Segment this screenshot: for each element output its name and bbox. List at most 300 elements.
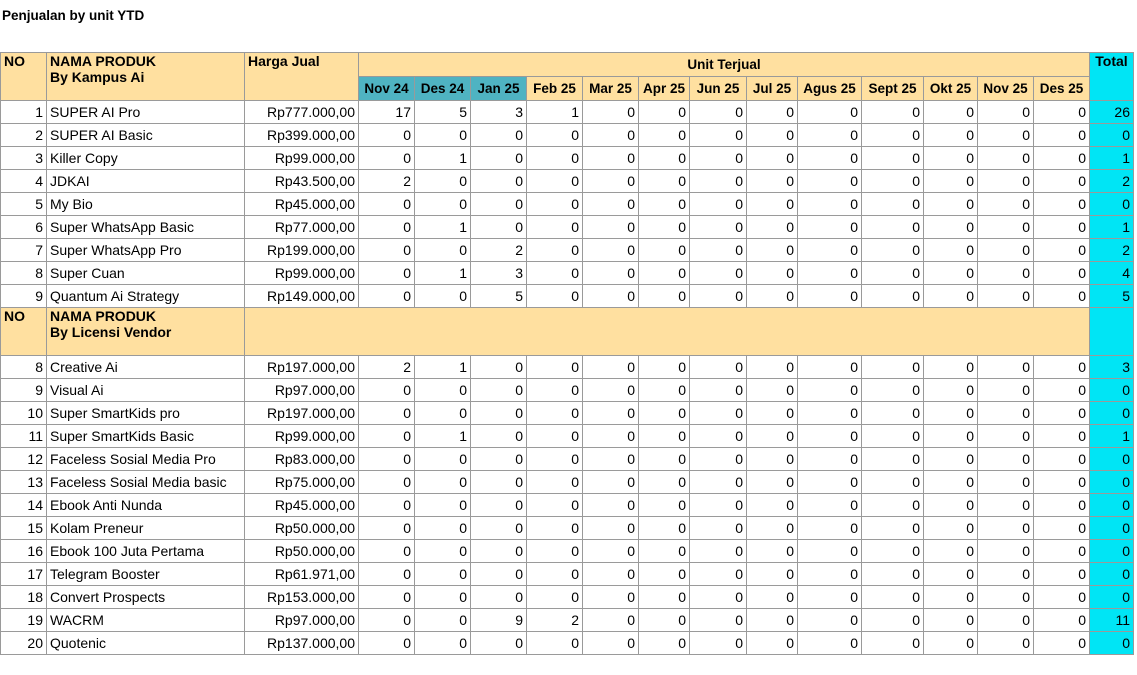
total-cell[interactable]: 0 bbox=[1090, 540, 1134, 563]
unit-cell[interactable]: 0 bbox=[527, 540, 583, 563]
unit-cell[interactable]: 0 bbox=[471, 402, 527, 425]
unit-cell[interactable]: 0 bbox=[690, 448, 747, 471]
unit-cell[interactable]: 0 bbox=[639, 124, 690, 147]
unit-cell[interactable]: 0 bbox=[639, 563, 690, 586]
unit-cell[interactable]: 0 bbox=[798, 402, 862, 425]
unit-cell[interactable]: 0 bbox=[747, 193, 798, 216]
unit-cell[interactable]: 0 bbox=[690, 101, 747, 124]
unit-cell[interactable]: 0 bbox=[583, 563, 639, 586]
unit-cell[interactable]: 0 bbox=[583, 471, 639, 494]
unit-cell[interactable]: 0 bbox=[583, 101, 639, 124]
no-header[interactable]: NO bbox=[1, 308, 47, 356]
month-header[interactable]: Des 24 bbox=[415, 77, 471, 101]
month-header[interactable]: Jun 25 bbox=[690, 77, 747, 101]
unit-cell[interactable]: 0 bbox=[471, 632, 527, 655]
unit-cell[interactable]: 0 bbox=[798, 170, 862, 193]
total-cell[interactable]: 0 bbox=[1090, 494, 1134, 517]
unit-cell[interactable]: 0 bbox=[1034, 494, 1090, 517]
unit-cell[interactable]: 0 bbox=[527, 448, 583, 471]
unit-cell[interactable]: 0 bbox=[359, 379, 415, 402]
unit-cell[interactable]: 0 bbox=[639, 471, 690, 494]
price-cell[interactable]: Rp197.000,00 bbox=[245, 402, 359, 425]
total-cell[interactable]: 0 bbox=[1090, 517, 1134, 540]
unit-cell[interactable]: 0 bbox=[415, 402, 471, 425]
unit-cell[interactable]: 0 bbox=[924, 471, 978, 494]
unit-cell[interactable]: 0 bbox=[690, 471, 747, 494]
row-number[interactable]: 20 bbox=[1, 632, 47, 655]
unit-cell[interactable]: 0 bbox=[359, 517, 415, 540]
unit-cell[interactable]: 0 bbox=[978, 262, 1034, 285]
unit-cell[interactable]: 0 bbox=[924, 239, 978, 262]
product-name[interactable]: My Bio bbox=[47, 193, 245, 216]
unit-cell[interactable]: 2 bbox=[359, 170, 415, 193]
unit-cell[interactable]: 0 bbox=[359, 586, 415, 609]
unit-cell[interactable]: 0 bbox=[639, 425, 690, 448]
unit-cell[interactable]: 0 bbox=[471, 193, 527, 216]
unit-cell[interactable]: 0 bbox=[798, 124, 862, 147]
unit-cell[interactable]: 0 bbox=[747, 540, 798, 563]
unit-cell[interactable]: 0 bbox=[798, 563, 862, 586]
units-sold-header[interactable]: Unit Terjual bbox=[359, 53, 1090, 77]
unit-cell[interactable]: 0 bbox=[978, 170, 1034, 193]
unit-cell[interactable]: 0 bbox=[747, 356, 798, 379]
price-cell[interactable]: Rp83.000,00 bbox=[245, 448, 359, 471]
month-header[interactable]: Okt 25 bbox=[924, 77, 978, 101]
unit-cell[interactable]: 5 bbox=[471, 285, 527, 308]
unit-cell[interactable]: 0 bbox=[862, 494, 924, 517]
unit-cell[interactable]: 0 bbox=[1034, 379, 1090, 402]
product-name[interactable]: SUPER AI Basic bbox=[47, 124, 245, 147]
unit-cell[interactable]: 0 bbox=[862, 170, 924, 193]
row-number[interactable]: 1 bbox=[1, 101, 47, 124]
row-number[interactable]: 10 bbox=[1, 402, 47, 425]
unit-cell[interactable]: 0 bbox=[924, 586, 978, 609]
unit-cell[interactable]: 2 bbox=[527, 609, 583, 632]
unit-cell[interactable]: 0 bbox=[527, 147, 583, 170]
unit-cell[interactable]: 0 bbox=[583, 239, 639, 262]
unit-cell[interactable]: 0 bbox=[690, 586, 747, 609]
unit-cell[interactable]: 0 bbox=[690, 170, 747, 193]
row-number[interactable]: 14 bbox=[1, 494, 47, 517]
unit-cell[interactable]: 0 bbox=[798, 632, 862, 655]
unit-cell[interactable]: 0 bbox=[1034, 563, 1090, 586]
unit-cell[interactable]: 0 bbox=[798, 540, 862, 563]
unit-cell[interactable]: 0 bbox=[862, 471, 924, 494]
unit-cell[interactable]: 0 bbox=[862, 609, 924, 632]
unit-cell[interactable]: 0 bbox=[862, 239, 924, 262]
unit-cell[interactable]: 1 bbox=[527, 101, 583, 124]
unit-cell[interactable]: 0 bbox=[583, 170, 639, 193]
unit-cell[interactable]: 0 bbox=[415, 448, 471, 471]
unit-cell[interactable]: 0 bbox=[747, 124, 798, 147]
unit-cell[interactable]: 0 bbox=[359, 471, 415, 494]
unit-cell[interactable]: 0 bbox=[798, 262, 862, 285]
unit-cell[interactable]: 0 bbox=[747, 216, 798, 239]
product-name[interactable]: Convert Prospects bbox=[47, 586, 245, 609]
product-name[interactable]: Super WhatsApp Basic bbox=[47, 216, 245, 239]
unit-cell[interactable]: 0 bbox=[690, 379, 747, 402]
total-cell[interactable]: 11 bbox=[1090, 609, 1134, 632]
unit-cell[interactable]: 0 bbox=[583, 540, 639, 563]
price-cell[interactable]: Rp45.000,00 bbox=[245, 494, 359, 517]
unit-cell[interactable]: 0 bbox=[359, 563, 415, 586]
unit-cell[interactable]: 0 bbox=[924, 448, 978, 471]
unit-cell[interactable]: 0 bbox=[359, 494, 415, 517]
price-cell[interactable]: Rp153.000,00 bbox=[245, 586, 359, 609]
product-name[interactable]: Faceless Sosial Media basic bbox=[47, 471, 245, 494]
unit-cell[interactable]: 0 bbox=[690, 147, 747, 170]
unit-cell[interactable]: 0 bbox=[359, 402, 415, 425]
unit-cell[interactable]: 0 bbox=[639, 402, 690, 425]
total-cell[interactable]: 1 bbox=[1090, 216, 1134, 239]
unit-cell[interactable]: 0 bbox=[583, 285, 639, 308]
unit-cell[interactable]: 0 bbox=[1034, 285, 1090, 308]
unit-cell[interactable]: 3 bbox=[471, 101, 527, 124]
product-name[interactable]: Creative Ai bbox=[47, 356, 245, 379]
total-cell[interactable]: 3 bbox=[1090, 356, 1134, 379]
unit-cell[interactable]: 0 bbox=[583, 356, 639, 379]
month-header[interactable]: Jul 25 bbox=[747, 77, 798, 101]
unit-cell[interactable]: 0 bbox=[1034, 101, 1090, 124]
unit-cell[interactable]: 0 bbox=[527, 632, 583, 655]
price-cell[interactable]: Rp75.000,00 bbox=[245, 471, 359, 494]
unit-cell[interactable]: 0 bbox=[978, 425, 1034, 448]
price-cell[interactable]: Rp197.000,00 bbox=[245, 356, 359, 379]
unit-cell[interactable]: 0 bbox=[924, 517, 978, 540]
row-number[interactable]: 8 bbox=[1, 356, 47, 379]
unit-cell[interactable]: 0 bbox=[359, 540, 415, 563]
product-name[interactable]: JDKAI bbox=[47, 170, 245, 193]
unit-cell[interactable]: 0 bbox=[583, 402, 639, 425]
unit-cell[interactable]: 1 bbox=[415, 425, 471, 448]
unit-cell[interactable]: 0 bbox=[978, 101, 1034, 124]
unit-cell[interactable]: 0 bbox=[639, 262, 690, 285]
row-number[interactable]: 7 bbox=[1, 239, 47, 262]
product-name[interactable]: Super WhatsApp Pro bbox=[47, 239, 245, 262]
unit-cell[interactable]: 0 bbox=[527, 586, 583, 609]
unit-cell[interactable]: 0 bbox=[1034, 425, 1090, 448]
unit-cell[interactable]: 0 bbox=[798, 147, 862, 170]
unit-cell[interactable]: 0 bbox=[690, 632, 747, 655]
unit-cell[interactable]: 0 bbox=[471, 425, 527, 448]
unit-cell[interactable]: 0 bbox=[1034, 402, 1090, 425]
row-number[interactable]: 13 bbox=[1, 471, 47, 494]
unit-cell[interactable]: 0 bbox=[862, 448, 924, 471]
unit-cell[interactable]: 0 bbox=[639, 632, 690, 655]
unit-cell[interactable]: 0 bbox=[639, 239, 690, 262]
unit-cell[interactable]: 0 bbox=[924, 101, 978, 124]
unit-cell[interactable]: 0 bbox=[527, 285, 583, 308]
month-header[interactable]: Des 25 bbox=[1034, 77, 1090, 101]
price-cell[interactable]: Rp99.000,00 bbox=[245, 147, 359, 170]
product-name[interactable]: SUPER AI Pro bbox=[47, 101, 245, 124]
total-cell[interactable]: 0 bbox=[1090, 471, 1134, 494]
unit-cell[interactable]: 0 bbox=[862, 193, 924, 216]
unit-cell[interactable]: 0 bbox=[862, 101, 924, 124]
unit-cell[interactable]: 0 bbox=[1034, 170, 1090, 193]
product-name[interactable]: Telegram Booster bbox=[47, 563, 245, 586]
total-cell[interactable]: 0 bbox=[1090, 402, 1134, 425]
unit-cell[interactable]: 0 bbox=[471, 170, 527, 193]
price-cell[interactable]: Rp777.000,00 bbox=[245, 101, 359, 124]
unit-cell[interactable]: 0 bbox=[359, 239, 415, 262]
unit-cell[interactable]: 0 bbox=[690, 216, 747, 239]
unit-cell[interactable]: 0 bbox=[798, 356, 862, 379]
unit-cell[interactable]: 0 bbox=[924, 563, 978, 586]
unit-cell[interactable]: 0 bbox=[359, 285, 415, 308]
unit-cell[interactable]: 0 bbox=[415, 632, 471, 655]
price-cell[interactable]: Rp99.000,00 bbox=[245, 425, 359, 448]
row-number[interactable]: 4 bbox=[1, 170, 47, 193]
unit-cell[interactable]: 0 bbox=[415, 170, 471, 193]
unit-cell[interactable]: 0 bbox=[471, 517, 527, 540]
unit-cell[interactable]: 0 bbox=[415, 239, 471, 262]
unit-cell[interactable]: 0 bbox=[1034, 356, 1090, 379]
month-header[interactable]: Agus 25 bbox=[798, 77, 862, 101]
unit-cell[interactable]: 0 bbox=[583, 517, 639, 540]
price-cell[interactable]: Rp99.000,00 bbox=[245, 262, 359, 285]
unit-cell[interactable]: 0 bbox=[471, 494, 527, 517]
row-number[interactable]: 15 bbox=[1, 517, 47, 540]
unit-cell[interactable]: 0 bbox=[639, 285, 690, 308]
unit-cell[interactable]: 0 bbox=[747, 101, 798, 124]
unit-cell[interactable]: 0 bbox=[1034, 448, 1090, 471]
unit-cell[interactable]: 0 bbox=[747, 147, 798, 170]
unit-cell[interactable]: 0 bbox=[583, 124, 639, 147]
unit-cell[interactable]: 0 bbox=[924, 494, 978, 517]
unit-cell[interactable]: 0 bbox=[862, 379, 924, 402]
unit-cell[interactable]: 0 bbox=[747, 262, 798, 285]
month-header[interactable]: Apr 25 bbox=[639, 77, 690, 101]
unit-cell[interactable]: 0 bbox=[978, 563, 1034, 586]
unit-cell[interactable]: 0 bbox=[798, 101, 862, 124]
unit-cell[interactable]: 0 bbox=[639, 216, 690, 239]
unit-cell[interactable]: 0 bbox=[747, 471, 798, 494]
unit-cell[interactable]: 0 bbox=[978, 147, 1034, 170]
unit-cell[interactable]: 0 bbox=[639, 540, 690, 563]
unit-cell[interactable]: 0 bbox=[747, 586, 798, 609]
unit-cell[interactable]: 0 bbox=[471, 448, 527, 471]
unit-cell[interactable]: 0 bbox=[471, 563, 527, 586]
unit-cell[interactable]: 0 bbox=[471, 540, 527, 563]
row-number[interactable]: 9 bbox=[1, 285, 47, 308]
total-cell[interactable]: 0 bbox=[1090, 379, 1134, 402]
unit-cell[interactable]: 0 bbox=[978, 494, 1034, 517]
unit-cell[interactable]: 0 bbox=[924, 609, 978, 632]
product-name[interactable]: Ebook 100 Juta Pertama bbox=[47, 540, 245, 563]
row-number[interactable]: 5 bbox=[1, 193, 47, 216]
unit-cell[interactable]: 0 bbox=[359, 609, 415, 632]
unit-cell[interactable]: 0 bbox=[798, 471, 862, 494]
unit-cell[interactable]: 0 bbox=[359, 216, 415, 239]
unit-cell[interactable]: 0 bbox=[1034, 471, 1090, 494]
unit-cell[interactable]: 0 bbox=[798, 216, 862, 239]
price-cell[interactable]: Rp97.000,00 bbox=[245, 379, 359, 402]
unit-cell[interactable]: 9 bbox=[471, 609, 527, 632]
total-cell[interactable]: 0 bbox=[1090, 563, 1134, 586]
product-name[interactable]: Ebook Anti Nunda bbox=[47, 494, 245, 517]
unit-cell[interactable]: 0 bbox=[862, 586, 924, 609]
unit-cell[interactable]: 0 bbox=[978, 285, 1034, 308]
row-number[interactable]: 16 bbox=[1, 540, 47, 563]
unit-cell[interactable]: 0 bbox=[924, 379, 978, 402]
unit-cell[interactable]: 1 bbox=[415, 262, 471, 285]
product-name[interactable]: Super Cuan bbox=[47, 262, 245, 285]
unit-cell[interactable]: 0 bbox=[798, 193, 862, 216]
total-cell[interactable]: 0 bbox=[1090, 632, 1134, 655]
unit-cell[interactable]: 0 bbox=[415, 586, 471, 609]
row-number[interactable]: 12 bbox=[1, 448, 47, 471]
unit-cell[interactable]: 1 bbox=[415, 147, 471, 170]
unit-cell[interactable]: 0 bbox=[1034, 586, 1090, 609]
unit-cell[interactable]: 0 bbox=[747, 448, 798, 471]
unit-cell[interactable]: 0 bbox=[471, 216, 527, 239]
unit-cell[interactable]: 0 bbox=[978, 402, 1034, 425]
unit-cell[interactable]: 0 bbox=[978, 379, 1034, 402]
unit-cell[interactable]: 0 bbox=[978, 193, 1034, 216]
unit-cell[interactable]: 0 bbox=[862, 402, 924, 425]
unit-cell[interactable]: 0 bbox=[978, 216, 1034, 239]
unit-cell[interactable]: 0 bbox=[924, 262, 978, 285]
unit-cell[interactable]: 0 bbox=[747, 285, 798, 308]
unit-cell[interactable]: 0 bbox=[583, 494, 639, 517]
product-name[interactable]: Quotenic bbox=[47, 632, 245, 655]
unit-cell[interactable]: 0 bbox=[527, 379, 583, 402]
unit-cell[interactable]: 0 bbox=[862, 147, 924, 170]
unit-cell[interactable]: 0 bbox=[747, 239, 798, 262]
total-cell[interactable]: 26 bbox=[1090, 101, 1134, 124]
unit-cell[interactable]: 0 bbox=[924, 124, 978, 147]
unit-cell[interactable]: 0 bbox=[747, 632, 798, 655]
unit-cell[interactable]: 0 bbox=[1034, 216, 1090, 239]
product-name[interactable]: Kolam Preneur bbox=[47, 517, 245, 540]
unit-cell[interactable]: 0 bbox=[359, 632, 415, 655]
price-cell[interactable]: Rp61.971,00 bbox=[245, 563, 359, 586]
unit-cell[interactable]: 2 bbox=[359, 356, 415, 379]
unit-cell[interactable]: 0 bbox=[690, 239, 747, 262]
unit-cell[interactable]: 0 bbox=[690, 262, 747, 285]
unit-cell[interactable]: 0 bbox=[415, 517, 471, 540]
unit-cell[interactable]: 0 bbox=[978, 632, 1034, 655]
unit-cell[interactable]: 0 bbox=[690, 425, 747, 448]
unit-cell[interactable]: 0 bbox=[690, 402, 747, 425]
unit-cell[interactable]: 0 bbox=[527, 425, 583, 448]
section-fill[interactable] bbox=[245, 308, 1090, 356]
row-number[interactable]: 8 bbox=[1, 262, 47, 285]
unit-cell[interactable]: 0 bbox=[798, 494, 862, 517]
unit-cell[interactable]: 0 bbox=[639, 448, 690, 471]
unit-cell[interactable]: 0 bbox=[639, 379, 690, 402]
unit-cell[interactable]: 0 bbox=[359, 193, 415, 216]
unit-cell[interactable]: 0 bbox=[527, 563, 583, 586]
row-number[interactable]: 18 bbox=[1, 586, 47, 609]
total-cell[interactable]: 4 bbox=[1090, 262, 1134, 285]
unit-cell[interactable]: 0 bbox=[747, 402, 798, 425]
unit-cell[interactable]: 0 bbox=[527, 239, 583, 262]
unit-cell[interactable]: 0 bbox=[690, 193, 747, 216]
unit-cell[interactable]: 0 bbox=[1034, 239, 1090, 262]
unit-cell[interactable]: 0 bbox=[924, 402, 978, 425]
unit-cell[interactable]: 0 bbox=[747, 563, 798, 586]
unit-cell[interactable]: 0 bbox=[690, 356, 747, 379]
price-cell[interactable]: Rp149.000,00 bbox=[245, 285, 359, 308]
month-header[interactable]: Sept 25 bbox=[862, 77, 924, 101]
unit-cell[interactable]: 0 bbox=[583, 216, 639, 239]
unit-cell[interactable]: 0 bbox=[359, 147, 415, 170]
product-name[interactable]: Killer Copy bbox=[47, 147, 245, 170]
unit-cell[interactable]: 0 bbox=[690, 124, 747, 147]
unit-cell[interactable]: 0 bbox=[415, 563, 471, 586]
unit-cell[interactable]: 17 bbox=[359, 101, 415, 124]
unit-cell[interactable]: 0 bbox=[415, 285, 471, 308]
unit-cell[interactable]: 0 bbox=[583, 425, 639, 448]
unit-cell[interactable]: 0 bbox=[527, 494, 583, 517]
unit-cell[interactable]: 0 bbox=[1034, 193, 1090, 216]
total-cell[interactable]: 1 bbox=[1090, 147, 1134, 170]
unit-cell[interactable]: 0 bbox=[359, 262, 415, 285]
unit-cell[interactable]: 0 bbox=[747, 379, 798, 402]
total-cell[interactable] bbox=[1090, 308, 1134, 356]
row-number[interactable]: 11 bbox=[1, 425, 47, 448]
unit-cell[interactable]: 0 bbox=[862, 632, 924, 655]
unit-cell[interactable]: 0 bbox=[747, 494, 798, 517]
row-number[interactable]: 9 bbox=[1, 379, 47, 402]
unit-cell[interactable]: 0 bbox=[978, 586, 1034, 609]
unit-cell[interactable]: 0 bbox=[690, 563, 747, 586]
unit-cell[interactable]: 1 bbox=[415, 216, 471, 239]
unit-cell[interactable]: 0 bbox=[583, 147, 639, 170]
unit-cell[interactable]: 0 bbox=[1034, 632, 1090, 655]
price-cell[interactable]: Rp399.000,00 bbox=[245, 124, 359, 147]
unit-cell[interactable]: 0 bbox=[639, 193, 690, 216]
unit-cell[interactable]: 0 bbox=[798, 448, 862, 471]
unit-cell[interactable]: 0 bbox=[471, 379, 527, 402]
unit-cell[interactable]: 0 bbox=[639, 494, 690, 517]
unit-cell[interactable]: 0 bbox=[798, 239, 862, 262]
unit-cell[interactable]: 0 bbox=[583, 586, 639, 609]
unit-cell[interactable]: 0 bbox=[415, 379, 471, 402]
price-cell[interactable]: Rp97.000,00 bbox=[245, 609, 359, 632]
unit-cell[interactable]: 0 bbox=[747, 517, 798, 540]
price-cell[interactable]: Rp45.000,00 bbox=[245, 193, 359, 216]
unit-cell[interactable]: 0 bbox=[583, 448, 639, 471]
unit-cell[interactable]: 0 bbox=[862, 356, 924, 379]
unit-cell[interactable]: 0 bbox=[924, 425, 978, 448]
unit-cell[interactable]: 0 bbox=[862, 285, 924, 308]
unit-cell[interactable]: 0 bbox=[862, 216, 924, 239]
unit-cell[interactable]: 0 bbox=[359, 448, 415, 471]
unit-cell[interactable]: 0 bbox=[1034, 147, 1090, 170]
unit-cell[interactable]: 0 bbox=[639, 101, 690, 124]
total-header[interactable]: Total bbox=[1090, 53, 1134, 101]
total-cell[interactable]: 0 bbox=[1090, 124, 1134, 147]
price-cell[interactable]: Rp50.000,00 bbox=[245, 540, 359, 563]
unit-cell[interactable]: 0 bbox=[583, 632, 639, 655]
unit-cell[interactable]: 0 bbox=[527, 124, 583, 147]
product-name[interactable]: WACRM bbox=[47, 609, 245, 632]
total-cell[interactable]: 0 bbox=[1090, 448, 1134, 471]
unit-cell[interactable]: 0 bbox=[798, 379, 862, 402]
unit-cell[interactable]: 0 bbox=[527, 402, 583, 425]
unit-cell[interactable]: 0 bbox=[1034, 517, 1090, 540]
unit-cell[interactable]: 0 bbox=[862, 563, 924, 586]
unit-cell[interactable]: 0 bbox=[798, 586, 862, 609]
unit-cell[interactable]: 0 bbox=[924, 147, 978, 170]
total-cell[interactable]: 2 bbox=[1090, 239, 1134, 262]
unit-cell[interactable]: 0 bbox=[924, 193, 978, 216]
month-header[interactable]: Jan 25 bbox=[471, 77, 527, 101]
unit-cell[interactable]: 0 bbox=[862, 124, 924, 147]
